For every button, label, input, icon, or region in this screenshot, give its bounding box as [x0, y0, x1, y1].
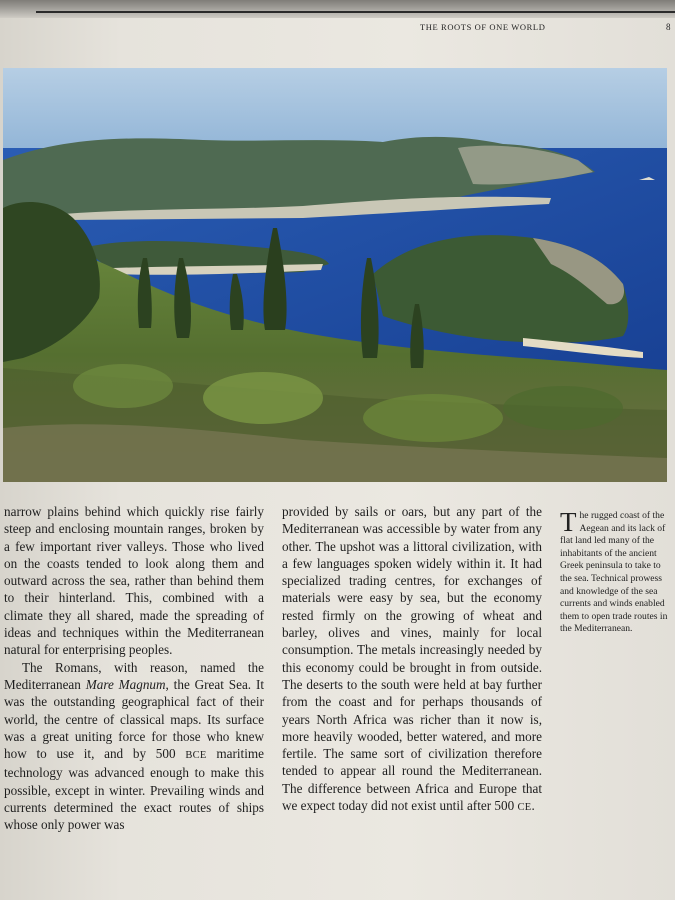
paragraph-text: . — [531, 798, 535, 814]
photo-caption — [560, 507, 668, 636]
running-head: THE ROOTS OF ONE WORLD — [420, 22, 546, 32]
era-abbreviation: CE — [517, 802, 532, 814]
paragraph-text: , the Great Sea. It was the outstanding geographical fact of their world, the centre of classical maps. Its surface was a great uniting force for those who knew how to use it, and by 500 — [4, 676, 264, 762]
paragraph-text: maritime technology was advanced enough to make this possible, except in winter. Prevailing winds and currents determined the exact routes of ships whose only power was — [4, 746, 264, 833]
page-number: 8 — [666, 22, 671, 32]
paragraph-text: provided by sails or oars, but any part of the Mediterranean was accessible by water from any other. The upshot was a littoral civilization, with a few languages spoken widely within it. It had specialized trading centres, for exchanges of materials were easy by sea, but the economy rested firmly on the growing of wheat and barley, olives and vines, mainly for local consumption. The metals increasingly needed by this economy could be brought in from outside. The deserts to the south were held at bay further from the coast and for perhaps thousands of years North Africa was richer than it now is, more heavily wooded, better watered, and more fertile. The same sort of civilization therefore tended to appear all round the Mediterranean. The difference between Africa and Europe that we expect today did not exist until after 500 — [282, 504, 542, 814]
bush — [203, 372, 323, 424]
paragraph — [4, 503, 264, 659]
header-rule — [36, 11, 675, 13]
page-top-edge — [0, 0, 675, 18]
coastal-landscape-photo — [3, 68, 667, 482]
bush — [503, 386, 623, 430]
paragraph-text: narrow plains behind which quickly rise fairly steep and enclosing mountain ranges, broken by a few important river valleys. Those who lived on the coasts tended to look along them and outward across the sea, rather than behind them to their hinterland. This, combined with a climate they all shared, made the spreading of ideas and techniques within the Mediterranean natural for enterprising peoples. — [4, 504, 264, 658]
body-column-left — [4, 503, 264, 834]
body-column-right — [282, 503, 542, 816]
italic-term: Mare Magnum — [85, 676, 166, 692]
caption-text: he rugged coast of the Aegean and its lack of flat land led many of the inhabitants of the ancient Greek peninsula to take to the sea. Technical prowess and knowledge of the sea currents and winds enabled them to open trade routes in the Mediterranean. — [560, 510, 668, 635]
paragraph — [282, 503, 542, 816]
era-abbreviation: BCE — [185, 750, 207, 762]
landscape-illustration — [3, 68, 667, 482]
paragraph — [4, 659, 264, 834]
bush — [363, 394, 503, 442]
paragraph-text: The Romans, with reason, named the Mediterranean — [4, 659, 264, 692]
bush — [73, 364, 173, 408]
caption-dropcap: T — [560, 507, 577, 537]
